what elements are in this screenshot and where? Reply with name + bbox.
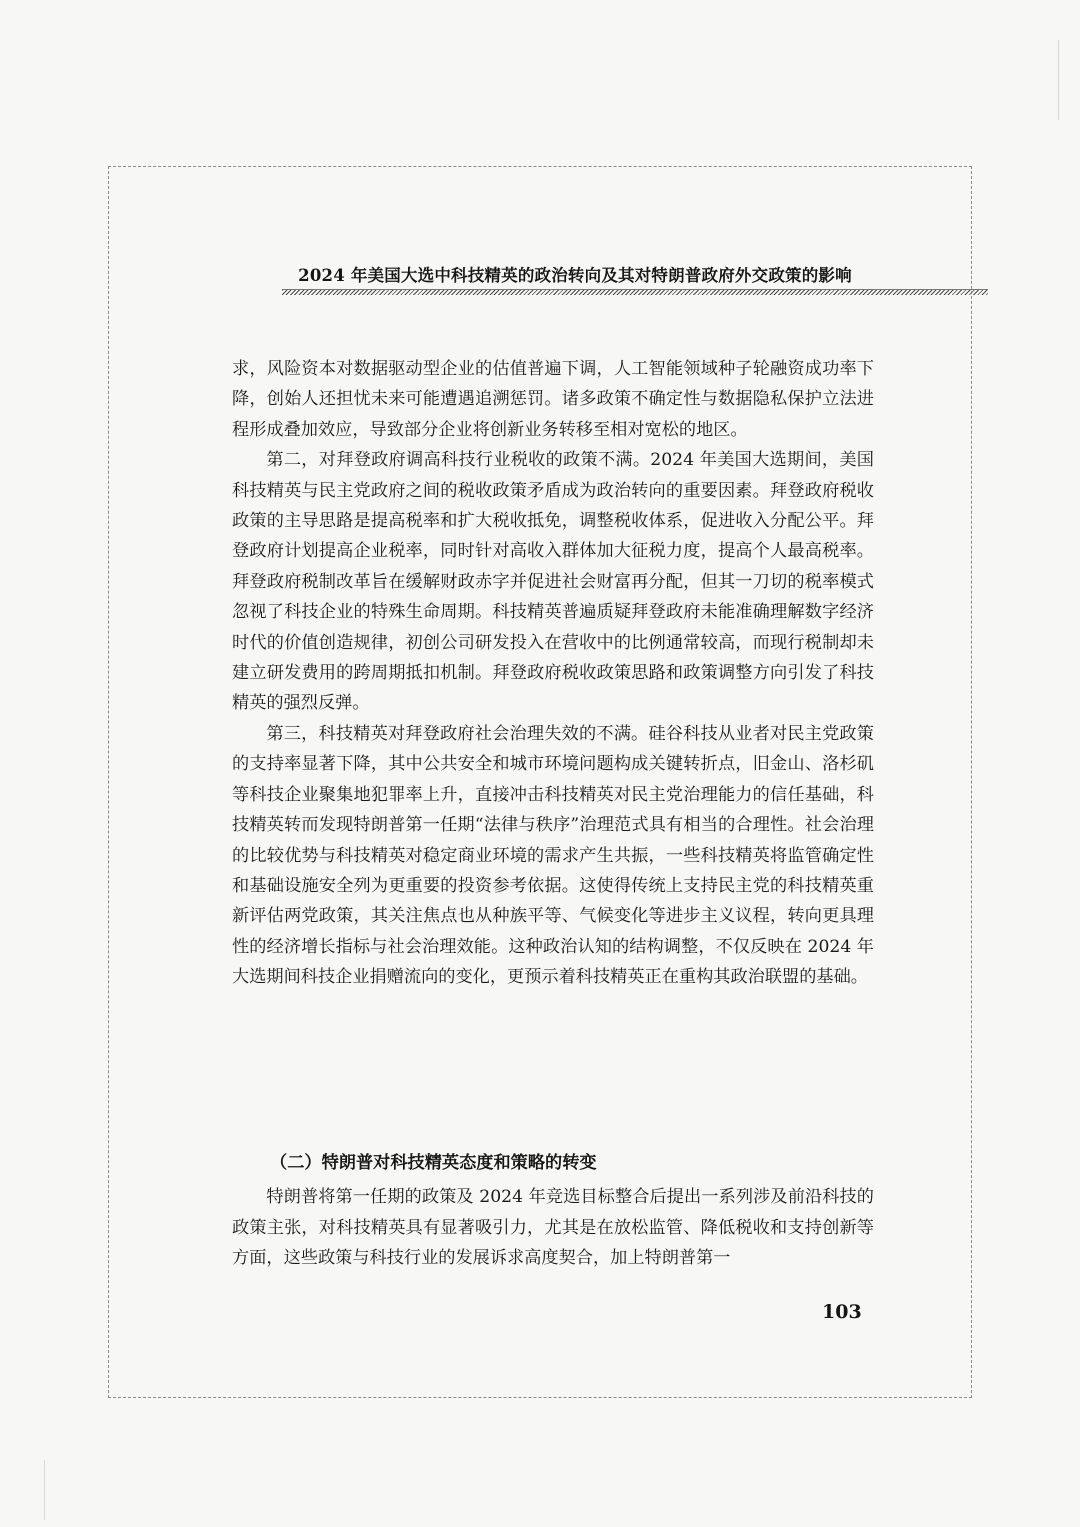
section-heading: （二）特朗普对科技精英态度和策略的转变 [270, 1153, 597, 1173]
scan-edge-mark [44, 1460, 45, 1520]
running-header-title: 2024 年美国大选中科技精英的政治转向及其对特朗普政府外交政策的影响 [298, 266, 852, 285]
body-paragraph: 第二，对拜登政府调高科技行业税收的政策不满。2024 年美国大选期间，美国科技精英与民主党政府之间的税收政策矛盾成为政治转向的重要因素。拜登政府税收政策的主导思路是提高税率和扩大税收抵免，调整税收体系，促进收入分配公平。拜登政府计划提高企业税率，同时针对高收入群体加大征税力度，提高个人最高税率。拜登政府税制改革旨在缓解财政赤字并促进社会财富再分配，但其一刀切的税率模式忽视了科技企业的特殊生命周期。科技精英普遍质疑拜登政府未能准确理解数字经济时代的价值创造规律，初创公司研发投入在营收中的比例通常较高，而现行税制却未建立研发费用的跨周期抵扣机制。拜登政府税收政策思路和政策调整方向引发了科技精英的强烈反弹。 [232, 450, 874, 714]
section-paragraph: 特朗普将第一任期的政策及 2024 年竞选目标整合后提出一系列涉及前沿科技的政策主张，对科技精英具有显著吸引力，尤其是在放松监管、降低税收和支持创新等方面，这些政策与科技行业的发展诉求高度契合，加上特朗普第一 [232, 1187, 874, 1269]
section-text [232, 1182, 874, 1274]
scan-edge-mark [1058, 40, 1059, 120]
body-paragraph: 求，风险资本对数据驱动型企业的估值普遍下调，人工智能领域种子轮融资成功率下降，创始人还担忧未来可能遭遇追溯惩罚。诸多政策不确定性与数据隐私保护立法进程形成叠加效应，导致部分企业将创新业务转移至相对宽松的地区。 [232, 359, 874, 440]
body-paragraph: 第三，科技精英对拜登政府社会治理失效的不满。硅谷科技从业者对民主党政策的支持率显著下降，其中公共安全和城市环境问题构成关键转折点，旧金山、洛杉矶等科技企业聚集地犯罪率上升，直接冲击科技精英对民主党治理能力的信任基础，科技精英转而发现特朗普第一任期“法律与秩序”治理范式具有相当的合理性。社会治理的比较优势与科技精英对稳定商业环境的需求产生共振，一些科技精英将监管确定性和基础设施安全列为更重要的投资参考依据。这使得传统上支持民主党的科技精英重新评估两党政策，其关注焦点也从种族平等、气候变化等进步主义议程，转向更具理性的经济增长指标与社会治理效能。这种政治认知的结构调整，不仅反映在 2024 年大选期间科技企业捐赠流向的变化，更预示着科技精英正在重构其政治联盟的基础。 [232, 723, 874, 988]
page-number: 103 [822, 1301, 862, 1323]
body-text [232, 354, 874, 993]
header-rule [282, 289, 988, 295]
